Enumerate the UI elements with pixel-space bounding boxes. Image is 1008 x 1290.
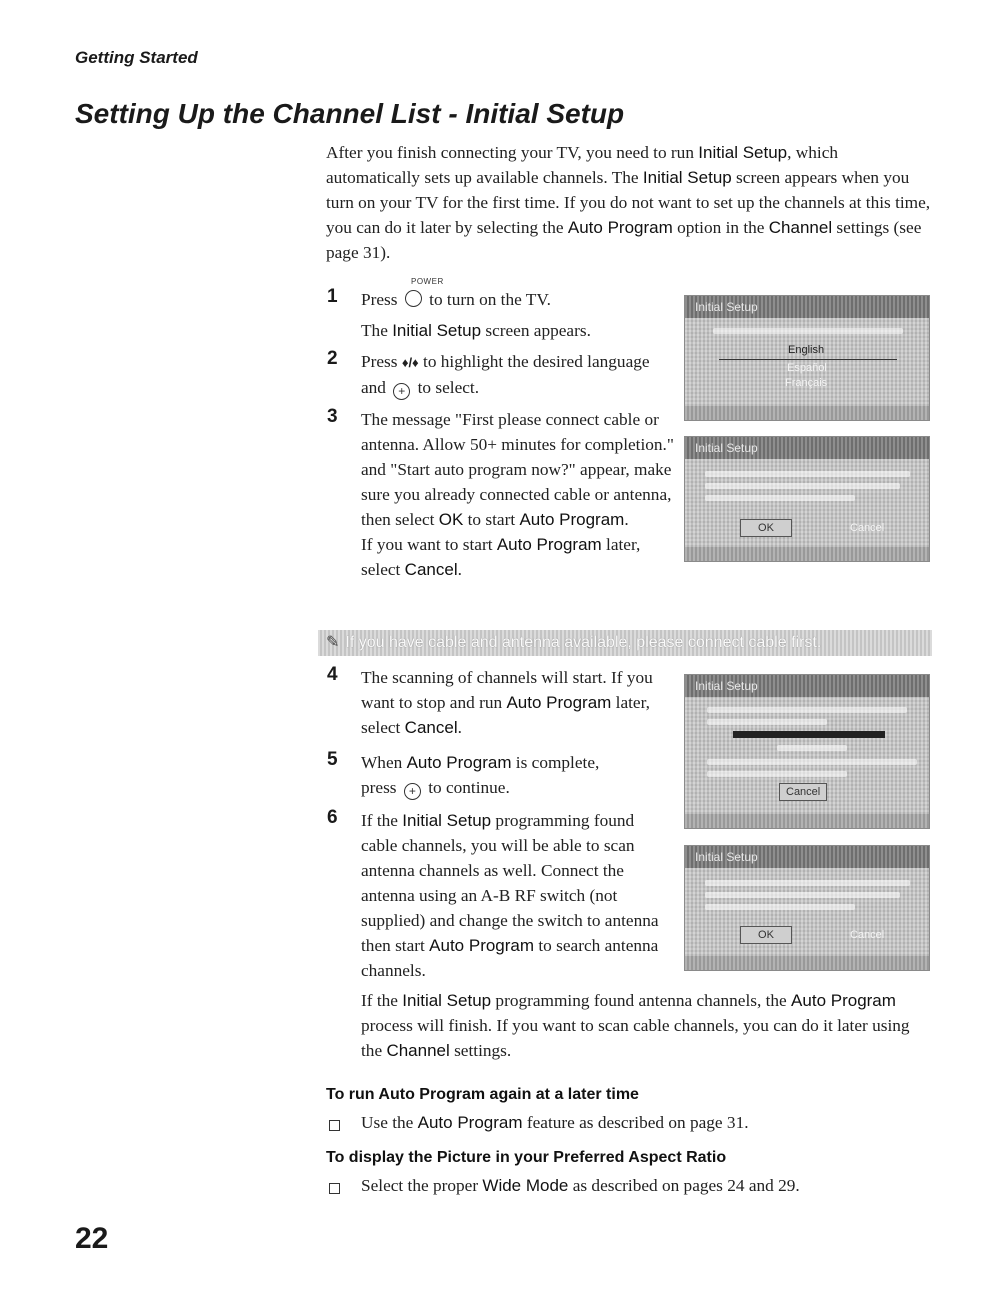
checkbox-bullet-icon bbox=[329, 1183, 340, 1194]
step-text: Press bbox=[361, 352, 402, 371]
step-text: . bbox=[457, 718, 462, 737]
step-text: process will finish. If you want to scan cable channels, you can do it later using the bbox=[361, 1016, 910, 1060]
step-number-2: 2 bbox=[327, 348, 338, 369]
step-keyword: Initial Setup bbox=[392, 321, 482, 340]
later-heading: To run Auto Program again at a later time bbox=[326, 1086, 639, 1103]
screen-blurred-text bbox=[713, 328, 903, 334]
ok-button: OK bbox=[740, 926, 792, 944]
step-keyword: Auto Program bbox=[429, 936, 535, 955]
step-keyword: Initial Setup bbox=[402, 811, 492, 830]
screen-blurred-text bbox=[705, 471, 910, 477]
aspect-text bbox=[361, 1173, 921, 1198]
screen-blurred-text bbox=[705, 880, 910, 886]
screen-blurred-text bbox=[705, 904, 855, 910]
step-text: to continue. bbox=[428, 778, 510, 797]
power-label: POWER bbox=[411, 277, 444, 286]
step-text: When bbox=[361, 753, 407, 772]
step-text: The message "First please connect cable or antenna. Allow 50+ minutes for completion." and "Start auto program now?" appear, make sure you already connected cable or antenna, then select bbox=[361, 410, 674, 529]
scan-progress-bar bbox=[733, 731, 885, 738]
intro-paragraph bbox=[326, 140, 936, 265]
language-option-spanish: Español bbox=[787, 362, 827, 374]
screen-blurred-text bbox=[705, 483, 900, 489]
step-keyword: Initial Setup bbox=[402, 991, 492, 1010]
checkbox-bullet-icon bbox=[329, 1120, 340, 1131]
screen-title-bar: Initial Setup bbox=[685, 675, 929, 697]
step-text: settings. bbox=[449, 1041, 512, 1060]
step-text: press bbox=[361, 778, 397, 797]
step-text: to select. bbox=[417, 378, 480, 397]
ok-button: OK bbox=[740, 519, 792, 537]
aspect-heading: To display the Picture in your Preferred Aspect Ratio bbox=[326, 1149, 727, 1166]
step-text: to search antenna channels. bbox=[361, 936, 659, 980]
step-text: to start bbox=[463, 510, 520, 529]
step-6-text bbox=[361, 808, 673, 983]
page-title: Setting Up the Channel List - Initial Setup bbox=[75, 98, 625, 129]
cancel-button: Cancel bbox=[850, 522, 885, 534]
step-text: to turn on the TV. bbox=[429, 290, 551, 309]
screen-title-bar: Initial Setup bbox=[685, 296, 929, 318]
tv-screen-scanning bbox=[684, 674, 930, 829]
screen-blurred-text bbox=[707, 759, 917, 765]
intro-text: , which automatically sets up available channels. The bbox=[326, 143, 838, 187]
step-number-6: 6 bbox=[327, 807, 338, 828]
screen-title-bar: Initial Setup bbox=[685, 437, 929, 459]
step-text: later, select bbox=[361, 693, 650, 737]
step-keyword: Auto Program bbox=[506, 693, 612, 712]
intro-text: option in the bbox=[672, 218, 769, 237]
intro-text: After you finish connecting your TV, you need to run bbox=[326, 143, 699, 162]
step-text: Press bbox=[361, 290, 398, 309]
step-keyword: Cancel bbox=[404, 560, 458, 579]
step-text: The bbox=[361, 321, 393, 340]
power-button-icon bbox=[405, 290, 422, 307]
screen-blurred-text bbox=[707, 707, 907, 713]
later-text-part: Use the bbox=[361, 1113, 418, 1132]
later-text-part: feature as described on page 31. bbox=[522, 1113, 749, 1132]
step-1-text bbox=[361, 287, 671, 312]
step-text: to highlight the desired language and bbox=[361, 352, 650, 397]
note-pencil-icon: ✎ bbox=[326, 634, 340, 651]
step-keyword: Auto Program bbox=[519, 510, 625, 529]
cancel-button: Cancel bbox=[779, 783, 827, 801]
step-text: If you want to start bbox=[361, 535, 497, 554]
step-number-4: 4 bbox=[327, 664, 338, 685]
step-2-text bbox=[361, 349, 661, 400]
intro-text: settings (see page 31). bbox=[326, 218, 922, 262]
up-down-arrows-icon: ♦/♦ bbox=[401, 355, 419, 370]
later-text bbox=[361, 1110, 921, 1135]
step-6-subtext bbox=[361, 988, 931, 1063]
step-text: . bbox=[624, 510, 629, 529]
step-text: If the bbox=[361, 991, 403, 1010]
screen-footer bbox=[685, 406, 929, 420]
select-button-icon: + bbox=[404, 783, 421, 800]
step-keyword: Auto Program bbox=[496, 535, 602, 554]
intro-keyword: Initial Setup bbox=[698, 143, 788, 162]
language-option-english: English bbox=[788, 344, 825, 356]
screen-blurred-text bbox=[705, 892, 900, 898]
screen-footer bbox=[685, 547, 929, 561]
screen-title-bar: Initial Setup bbox=[685, 846, 929, 868]
step-number-1: 1 bbox=[327, 286, 338, 307]
step-1-subtext bbox=[361, 318, 671, 343]
step-number-5: 5 bbox=[327, 749, 338, 770]
screen-blurred-text bbox=[705, 495, 855, 501]
note-text: If you have cable and antenna available, please connect cable first. bbox=[345, 634, 822, 651]
step-keyword: Cancel bbox=[404, 718, 458, 737]
step-text: is complete, bbox=[511, 753, 600, 772]
step-text: later, select bbox=[361, 535, 641, 579]
cancel-button: Cancel bbox=[850, 929, 885, 941]
note-bar bbox=[318, 630, 932, 656]
step-text: screen appears. bbox=[481, 321, 591, 340]
aspect-keyword: Wide Mode bbox=[482, 1176, 569, 1195]
step-text: The scanning of channels will start. If you want to stop and run bbox=[361, 668, 653, 712]
intro-keyword: Channel bbox=[768, 218, 833, 237]
intro-keyword: Initial Setup bbox=[642, 168, 732, 187]
aspect-text-part: Select the proper bbox=[361, 1176, 483, 1195]
step-3-text bbox=[361, 407, 676, 582]
step-text: . bbox=[457, 560, 462, 579]
intro-keyword: Auto Program bbox=[567, 218, 673, 237]
screen-footer bbox=[685, 814, 929, 828]
select-button-icon: + bbox=[393, 383, 410, 400]
later-keyword: Auto Program bbox=[417, 1113, 523, 1132]
step-text: programming found antenna channels, the bbox=[491, 991, 792, 1010]
screen-blurred-text bbox=[707, 771, 847, 777]
tv-screen-language bbox=[684, 295, 930, 421]
page-number: 22 bbox=[75, 1222, 109, 1255]
screen-blurred-text bbox=[777, 745, 847, 751]
step-keyword: Channel bbox=[386, 1041, 450, 1060]
screen-footer bbox=[685, 956, 929, 970]
screen-blurred-text bbox=[707, 719, 827, 725]
step-text: If the bbox=[361, 811, 403, 830]
language-option-french: Français bbox=[785, 377, 828, 389]
step-text: programming found cable channels, you will be able to scan antenna channels as well. Connect the antenna using an A-B RF switch (not supplied) and change the switch to antenna then start bbox=[361, 811, 659, 955]
step-5-text bbox=[361, 750, 661, 800]
tv-screen-antenna bbox=[684, 845, 930, 971]
step-keyword: Auto Program bbox=[791, 991, 896, 1010]
step-number-3: 3 bbox=[327, 406, 338, 427]
step-keyword: OK bbox=[438, 510, 464, 529]
intro-text: screen appears when you turn on your TV for the first time. If you do not want to set up the channels at this time, you can do it later by selecting the bbox=[326, 168, 931, 237]
tv-screen-confirm bbox=[684, 436, 930, 562]
aspect-text-part: as described on pages 24 and 29. bbox=[568, 1176, 800, 1195]
section-header: Getting Started bbox=[75, 48, 198, 67]
step-4-text bbox=[361, 665, 671, 740]
step-keyword: Auto Program bbox=[406, 753, 512, 772]
